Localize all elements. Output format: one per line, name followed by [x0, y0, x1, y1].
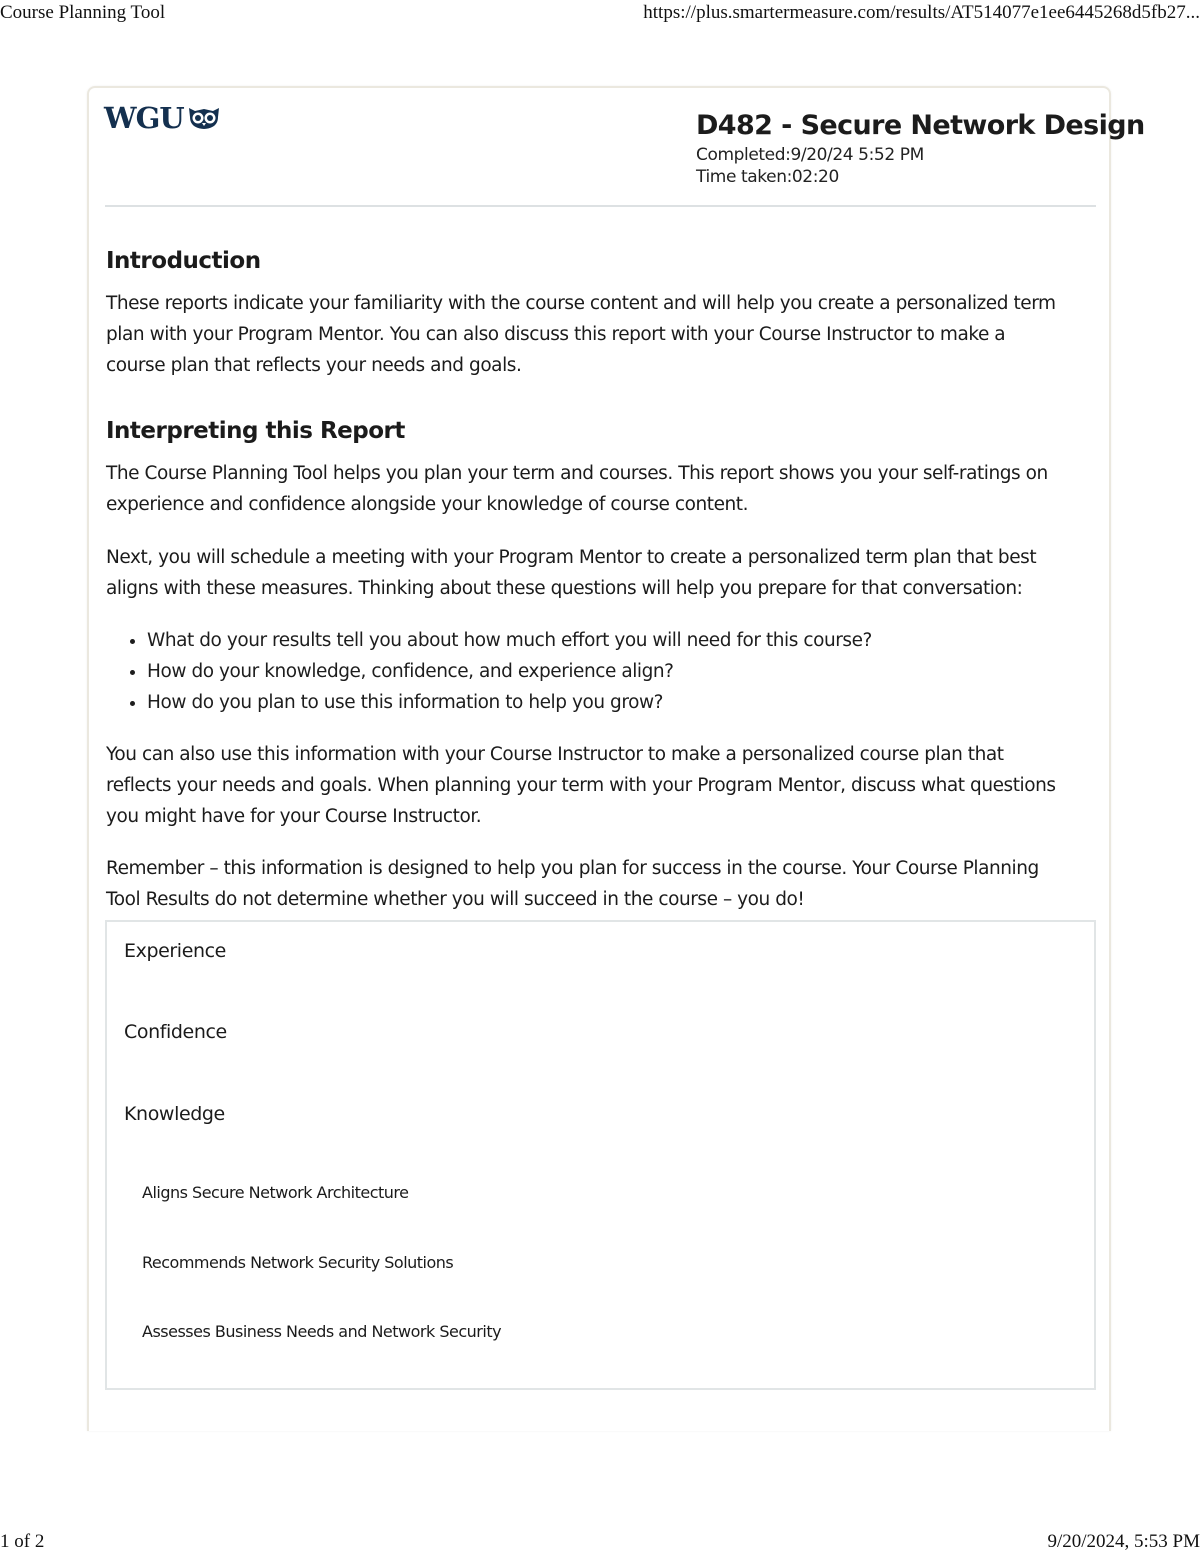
print-page-url: https://plus.smartermeasure.com/results/AT514077e1ee6445268d5fb27... [643, 2, 1200, 23]
intro-line: plan with your Program Mentor. You can also discuss this report with your Course Instructor to make a [106, 324, 1006, 345]
intro-line: course plan that reflects your needs and goals. [106, 355, 522, 376]
print-header [0, 2, 1200, 26]
competency-label: Aligns Secure Network Architecture [142, 1183, 409, 1202]
logo-wordmark: WGU [104, 101, 184, 135]
introduction-heading: Introduction [106, 248, 261, 274]
confidence-label: Confidence [124, 1021, 227, 1043]
interpreting-paragraph-3 [106, 739, 1086, 832]
owl-icon [187, 105, 221, 131]
introduction-paragraph [106, 288, 1086, 381]
list-item: • How do your knowledge, confidence, and experience align? [147, 656, 1086, 687]
paragraph-line: Remember – this information is designed to help you plan for success in the course. Your Course Planning [106, 858, 1039, 879]
results-panel [105, 920, 1096, 1390]
paragraph-line: aligns with these measures. Thinking about these questions will help you prepare for that conversation: [106, 578, 1023, 599]
competency-label: Assesses Business Needs and Network Security [142, 1322, 502, 1341]
competency-label: Recommends Network Security Solutions [142, 1253, 454, 1272]
interpreting-paragraph-2 [106, 542, 1086, 604]
paragraph-line: you might have for your Course Instructor. [106, 806, 482, 827]
list-item: • What do your results tell you about how much effort you will need for this course? [147, 625, 1086, 656]
paragraph-line: The Course Planning Tool helps you plan your term and courses. This report shows you your self-ratings on [106, 463, 1048, 484]
intro-line: These reports indicate your familiarity with the course content and will help you create a personalized term [106, 293, 1056, 314]
print-page-title: Course Planning Tool [0, 2, 166, 23]
print-datetime: 9/20/2024, 5:53 PM [1047, 1531, 1200, 1552]
paragraph-line: Next, you will schedule a meeting with your Program Mentor to create a personalized term plan that best [106, 547, 1037, 568]
report-body [106, 240, 1086, 915]
list-item: • How do you plan to use this information to help you grow? [147, 687, 1086, 718]
course-title: D482 - Secure Network Design [696, 110, 1145, 141]
paragraph-line: Tool Results do not determine whether you will succeed in the course – you do! [106, 889, 805, 910]
interpreting-paragraph-4 [106, 853, 1086, 915]
knowledge-label: Knowledge [124, 1103, 225, 1125]
interpreting-heading: Interpreting this Report [106, 418, 405, 444]
print-footer [0, 1531, 1200, 1555]
experience-label: Experience [124, 940, 226, 962]
completed-date: Completed:9/20/24 5:52 PM [696, 145, 924, 165]
page-number: 1 of 2 [0, 1531, 45, 1552]
interpreting-paragraph-1 [106, 458, 1086, 520]
wgu-logo [104, 102, 221, 134]
header-divider [105, 205, 1096, 207]
reflection-questions [106, 625, 1086, 718]
course-header [696, 108, 1145, 188]
paragraph-line: You can also use this information with your Course Instructor to make a personalized course plan that [106, 744, 1004, 765]
time-taken: Time taken:02:20 [696, 167, 839, 187]
paragraph-line: experience and confidence alongside your knowledge of course content. [106, 494, 749, 515]
paragraph-line: reflects your needs and goals. When planning your term with your Program Mentor, discuss what questions [106, 775, 1056, 796]
